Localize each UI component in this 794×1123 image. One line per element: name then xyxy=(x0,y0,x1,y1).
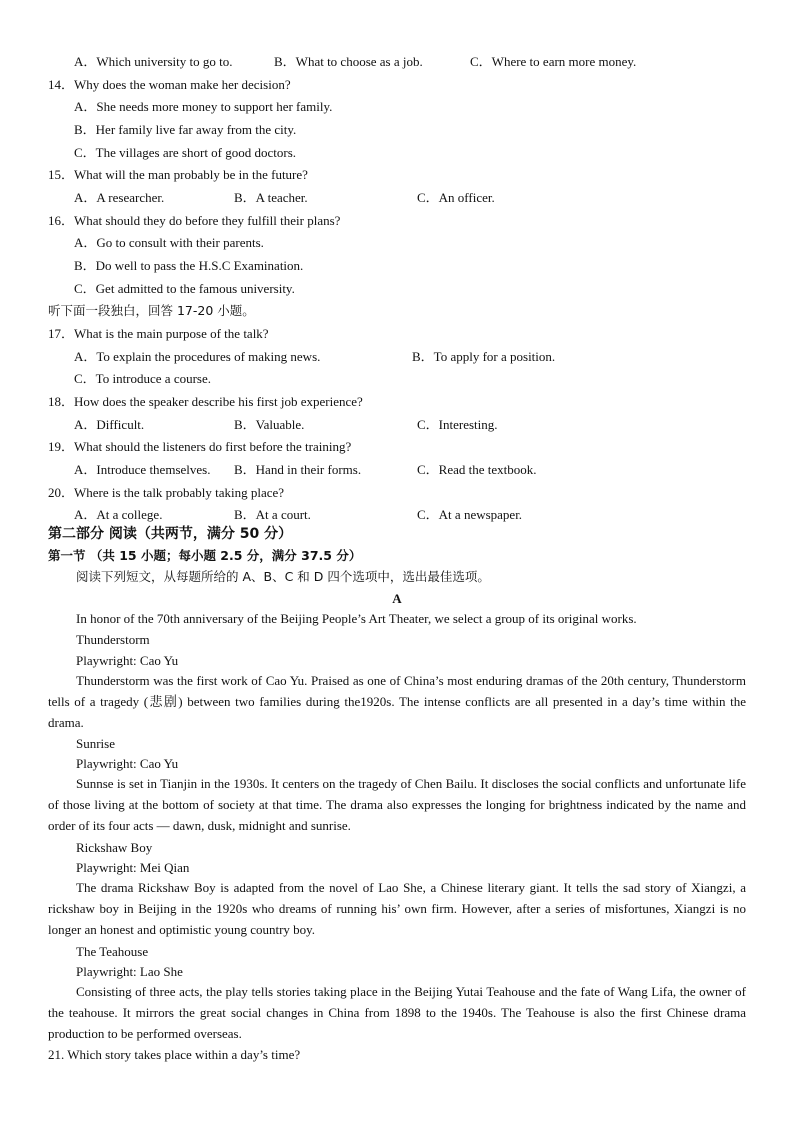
q20-stem: 20．Where is the talk probably taking place? xyxy=(48,485,285,500)
q17-option-b: B．To apply for a position. xyxy=(412,349,556,364)
q14-option-b: B．Her family live far away from the city. xyxy=(74,122,297,137)
q16-option-c: C．Get admitted to the famous university. xyxy=(74,281,295,296)
q20-option-b: B．At a court. xyxy=(234,507,311,522)
work-playwright: Playwright: Cao Yu xyxy=(76,653,179,668)
q13-option-a: A．Which university to go to. xyxy=(74,54,233,69)
q15-option-a: A．A researcher. xyxy=(74,190,165,205)
work-description: Thunderstorm was the first work of Cao Yu. Praised as one of China’s most enduring dramas of the 20th century, Thunderstorm tells of a tragedy (悲剧) between two families during the1920s. The intense conflicts are all presented in a day’s time within the drama. xyxy=(48,673,746,730)
q19-stem: 19．What should the listeners do first before the training? xyxy=(48,439,352,454)
q18-option-a: A．Difficult. xyxy=(74,417,145,432)
q14-option-c: C．The villages are short of good doctors. xyxy=(74,145,297,160)
q15-stem: 15．What will the man probably be in the future? xyxy=(48,167,308,182)
q16-stem: 16．What should they do before they fulfill their plans? xyxy=(48,213,341,228)
q18-option-b: B．Valuable. xyxy=(234,417,305,432)
reading-instruction: 阅读下列短文，从每题所给的 A、B、C 和 D 四个选项中，选出最佳选项。 xyxy=(76,569,490,584)
work-title: Sunrise xyxy=(76,736,115,751)
q19-option-b: B．Hand in their forms. xyxy=(234,462,362,477)
section1-title: 第一节 （共 15 小题；每小题 2.5 分，满分 37.5 分） xyxy=(48,548,362,563)
q18-stem: 18．How does the speaker describe his first job experience? xyxy=(48,394,363,409)
q17-option-c: C．To introduce a course. xyxy=(74,371,211,386)
q16-option-a: A．Go to consult with their parents. xyxy=(74,235,264,250)
part2-title: 第二部分 阅读（共两节，满分 50 分） xyxy=(48,526,293,542)
q20-option-a: A．At a college. xyxy=(74,507,163,522)
work-description: Sunnse is set in Tianjin in the 1930s. It centers on the tragedy of Chen Bailu. It discloses the social conflicts and unfortunate life of those living at the bottom of society at that time. The drama also expresses the longing for brightness indicated by the name and order of its four acts — dawn, dusk, midnight and sunrise. xyxy=(48,776,746,833)
work-playwright: Playwright: Lao She xyxy=(76,964,183,979)
work-playwright: Playwright: Cao Yu xyxy=(76,756,179,771)
q16-option-b: B．Do well to pass the H.S.C Examination. xyxy=(74,258,304,273)
q13-option-c: C．Where to earn more money. xyxy=(470,54,637,69)
passage-intro: In honor of the 70th anniversary of the Beijing People’s Art Theater, we select a group of its original works. xyxy=(76,611,637,626)
work-title: Rickshaw Boy xyxy=(76,840,153,855)
q13-option-b: B．What to choose as a job. xyxy=(274,54,423,69)
work-title: The Teahouse xyxy=(76,944,149,959)
q20-option-c: C．At a newspaper. xyxy=(417,507,523,522)
passage-letter: A xyxy=(392,591,402,606)
q15-option-c: C．An officer. xyxy=(417,190,495,205)
q19-option-c: C．Read the textbook. xyxy=(417,462,537,477)
q17-stem: 17．What is the main purpose of the talk? xyxy=(48,326,269,341)
q21-stem: 21. Which story takes place within a day’s time? xyxy=(48,1047,301,1062)
q17-option-a: A．To explain the procedures of making news. xyxy=(74,349,321,364)
q14-stem: 14．Why does the woman make her decision? xyxy=(48,77,291,92)
work-description: The drama Rickshaw Boy is adapted from the novel of Lao She, a Chinese literary giant. It tells the sad story of Xiangzi, a rickshaw boy in Beijing in the 1920s who dreams of running his’ own firm. However, after a series of misfortunes, Xiangzi is no longer an honest and optimistic young country boy. xyxy=(48,880,746,937)
q18-option-c: C．Interesting. xyxy=(417,417,498,432)
q19-option-a: A．Introduce themselves. xyxy=(74,462,211,477)
work-description: Consisting of three acts, the play tells stories taking place in the Beijing Yutai Teahouse and the fate of Wang Lifa, the owner of the teahouse. It mirrors the great social changes in China from 1898 to the 1940s. The Teahouse is also the first Chinese drama production to be performed overseas. xyxy=(48,984,746,1041)
q15-option-b: B．A teacher. xyxy=(234,190,308,205)
work-playwright: Playwright: Mei Qian xyxy=(76,860,190,875)
work-title: Thunderstorm xyxy=(76,632,150,647)
q14-option-a: A．She needs more money to support her family. xyxy=(74,99,333,114)
listening-instruction: 听下面一段独白，回答 17-20 小题。 xyxy=(48,303,255,318)
